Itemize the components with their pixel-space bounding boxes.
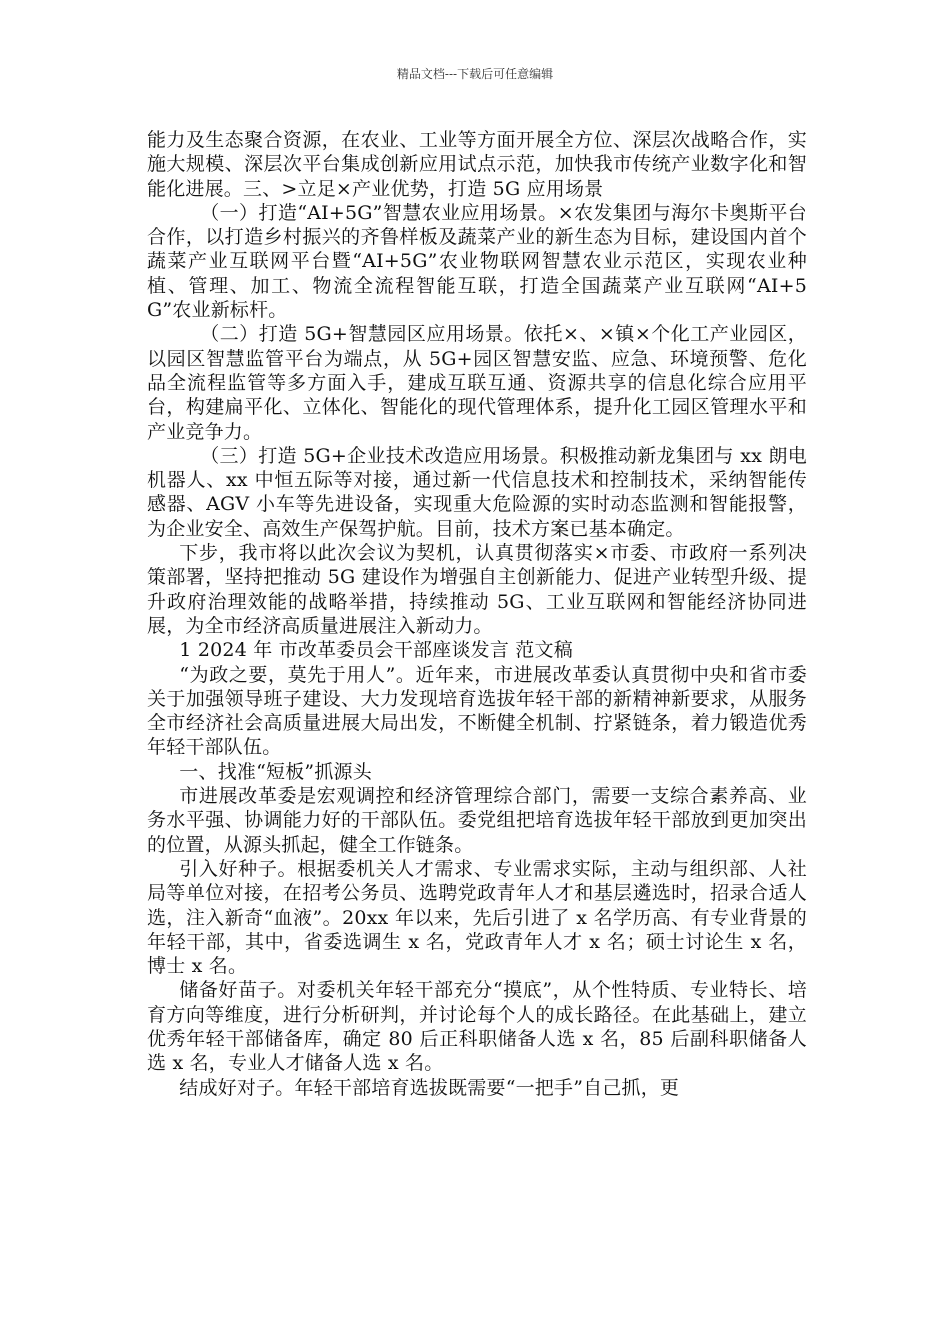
document-body — [147, 128, 807, 1100]
paragraph: 市进展改革委是宏观调控和经济管理综合部门，需要一支综合素养高、业务水平强、协调能力好的干部队伍。委党组把培育选拔年轻干部放到更加突出的位置，从源头抓起，健全工作链条。 — [147, 785, 807, 856]
paragraph: （三）打造 5G+企业技术改造应用场景。积极推动新龙集团与 xx 朗电机器人、xx 中恒五际等对接，通过新一代信息技术和控制技术，采纳智能传感器、AGV 小车等先进设备，实现重大危险源的实时动态监测和智能报警，为企业安全、高效生产保驾护航。目前，技术方案已基本确定。 — [147, 444, 807, 540]
paragraph: 下步，我市将以此次会议为契机，认真贯彻落实×市委、市政府一系列决策部署，坚持把推动 5G 建设作为增强自主创新能力、促进产业转型升级、提升政府治理效能的战略举措，持续推动 5G、工业互联网和智能经济协同进展，为全市经济高质量进展注入新动力。 — [147, 542, 807, 637]
paragraph: 引入好种子。根据委机关人才需求、专业需求实际，主动与组织部、人社局等单位对接，在招考公务员、选聘党政青年人才和基层遴选时，招录合适人选，注入新奇“血液”。20xx 年以来，先后引进了 x 名学历高、有专业背景的年轻干部，其中，省委选调生 x 名，党政青年人才 x 名；硕士讨论生 x 名，博士 x 名。 — [147, 857, 807, 978]
section-title: 1 2024 年 市改革委员会干部座谈发言 范文稿 — [179, 639, 573, 662]
page-header: 精品文档---下载后可任意编辑 — [396, 67, 554, 81]
section-heading: 一、找准“短板”抓源头 — [179, 760, 372, 783]
paragraph: 储备好苗子。对委机关年轻干部充分“摸底”，从个性特质、专业特长、培育方向等维度，进行分析研判，并讨论每个人的成长路径。在此基础上，建立优秀年轻干部储备库，确定 80 后正科职储备人选 x 名，85 后副科职储备人选 x 名，专业人才储备人选 x 名。 — [147, 979, 807, 1075]
paragraph: （一）打造“AI+5G”智慧农业应用场景。×农发集团与海尔卡奥斯平台合作，以打造乡村振兴的齐鲁样板及蔬菜产业的新生态为目标，建设国内首个蔬菜产业互联网平台暨“AI+5G”农业物联网智慧农业示范区，实现农业种植、管理、加工、物流全流程智能互联，打造全国蔬菜产业互联网“AI+5G”农业新标杆。 — [147, 201, 807, 322]
paragraph: “为政之要，莫先于用人”。近年来，市进展改革委认真贯彻中央和省市委关于加强领导班子建设、大力发现培育选拔年轻干部的新精神新要求，从服务全市经济社会高质量进展大局出发，不断健全机制、拧紧链条，着力锻造优秀年轻干部队伍。 — [147, 663, 807, 759]
paragraph: 能力及生态聚合资源，在农业、工业等方面开展全方位、深层次战略合作，实施大规模、深层次平台集成创新应用试点示范，加快我市传统产业数字化和智能化进展。三、>立足×产业优势，打造 5G 应用场景 — [147, 129, 807, 200]
paragraph: （二）打造 5G+智慧园区应用场景。依托×、×镇×个化工产业园区，以园区智慧监管平台为端点，从 5G+园区智慧安监、应急、环境预警、危化品全流程监管等多方面入手，建成互联互通、资源共享的信息化综合应用平台，构建扁平化、立体化、智能化的现代管理体系，提升化工园区管理水平和产业竞争力。 — [147, 323, 807, 443]
paragraph: 结成好对子。年轻干部培育选拔既需要“一把手”自己抓，更 — [179, 1076, 680, 1099]
